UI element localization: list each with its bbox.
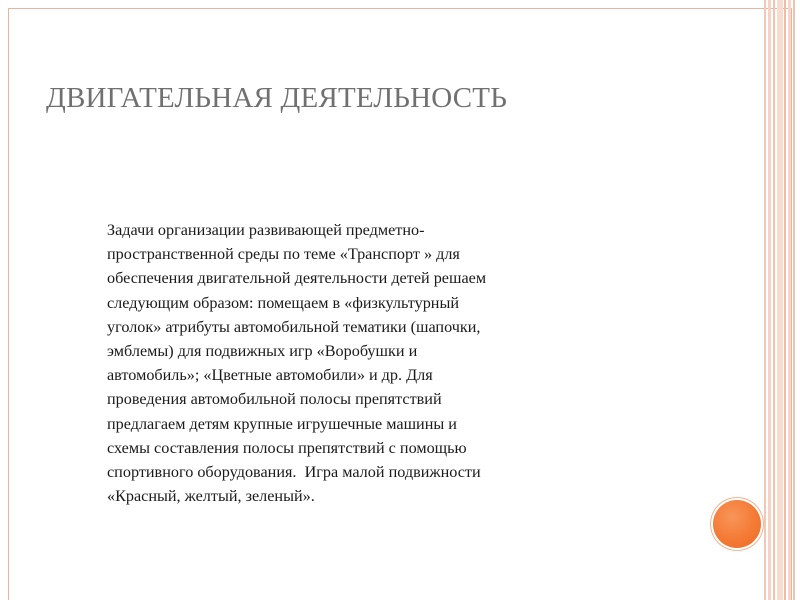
body-line: проведения автомобильной полосы препятствий	[107, 390, 442, 409]
body-line: пространственной среды по теме «Транспорт » для	[107, 245, 460, 264]
body-line: автомобиль»; «Цветные автомобили» и др. Для	[107, 366, 433, 385]
stripe	[764, 0, 766, 600]
stripe	[777, 0, 783, 600]
body-line: Задачи организации развивающей предметно-	[107, 221, 425, 239]
body-line: эмблемы) для подвижных игр «Воробушки и	[107, 342, 418, 361]
body-line: спортивного оборудования. Игра малой подвижности	[107, 463, 481, 482]
decorative-stripes	[764, 0, 800, 600]
stripe	[788, 0, 791, 600]
slide-body-text	[107, 218, 597, 508]
body-line: следующим образом: помещаем в «физкультурный	[107, 293, 459, 312]
body-line: схемы составления полосы препятствий с помощью	[107, 438, 467, 457]
body-line: предлагаем детям крупные игрушечные машины и	[107, 414, 457, 433]
stripe	[768, 0, 771, 600]
orange-circle-decoration	[713, 500, 761, 548]
stripe	[773, 0, 775, 600]
body-line: обеспечения двигательной деятельности детей решаем	[107, 269, 487, 288]
body-line: «Красный, желтый, зеленый».	[107, 487, 315, 506]
body-line: уголок» атрибуты автомобильной тематики (шапочки,	[107, 317, 481, 336]
stripe	[784, 0, 786, 600]
slide-title: ДВИГАТЕЛЬНАЯ ДЕЯТЕЛЬНОСТЬ	[46, 82, 508, 114]
stripe	[793, 0, 795, 600]
